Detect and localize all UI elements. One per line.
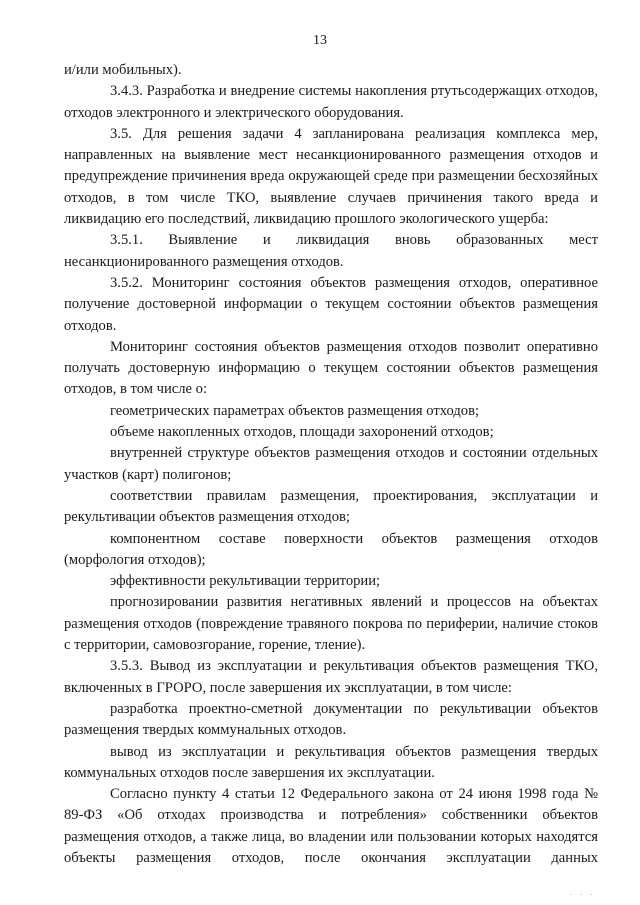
list-item: соответствии правилам размещения, проектирования, эксплуатации и рекультивации объектов размещения отходов;: [64, 487, 598, 526]
paragraph: Мониторинг состояния объектов размещения отходов позволит оперативно получать достоверную информацию о текущем состоянии объектов размещения отходов, в том числе о:: [64, 338, 598, 398]
list-item: внутренней структуре объектов размещения отходов и состоянии отдельных участков (карт) полигонов;: [64, 445, 598, 483]
scan-mark: · · ·: [570, 891, 596, 899]
paragraph: Согласно пункту 4 статьи 12 Федерального закона от 24 июня 1998 года № 89-ФЗ «Об отходах производства и потребления» собственники объектов размещения отходов, а также лица, во владении или пользовании которых находятся объекты размещения отходов, после окончания эксплуатации данных: [64, 786, 598, 866]
paragraph: 3.5. Для решения задачи 4 запланирована реализация комплекса мер, направленных на выявление мест несанкционированного размещения отходов и предупреждение причинения вреда окружающей среде при размещении бесхозяйных отходов, в том числе ТКО, выявление случаев причинения такого вреда и ликвидацию его последствий, ликвидацию прошлого экологического ущерба:: [64, 125, 598, 228]
paragraph: 3.5.1. Выявление и ликвидация вновь образованных мест несанкционированного размещения отходов.: [64, 232, 598, 270]
document-body: [64, 60, 598, 869]
list-item: вывод из эксплуатации и рекультивация объектов размещения твердых коммунальных отходов после завершения их эксплуатации.: [64, 743, 598, 781]
paragraph: 3.5.2. Мониторинг состояния объектов размещения отходов, оперативное получение достоверной информации о текущем состоянии объектов размещения отходов.: [64, 274, 598, 334]
list-item: прогнозировании развития негативных явлений и процессов на объектах размещения отходов (повреждение травяного покрова по периферии, наличие стоков с территории, самовозгорание, горение, тление).: [64, 594, 598, 654]
paragraph: и/или мобильных).: [64, 62, 182, 78]
paragraph: 3.4.3. Разработка и внедрение системы накопления ртутьсодержащих отходов, отходов электронного и электрического оборудования.: [64, 83, 598, 121]
list-item: геометрических параметрах объектов размещения отходов;: [110, 402, 480, 419]
list-item: компонентном составе поверхности объектов размещения отходов (морфология отходов);: [64, 530, 598, 568]
page-number: 13: [313, 33, 327, 48]
paragraph: 3.5.3. Вывод из эксплуатации и рекультивация объектов размещения ТКО, включенных в ГРОРО, после завершения их эксплуатации, в том числе:: [64, 658, 598, 696]
list-item: объеме накопленных отходов, площади захоронений отходов;: [110, 424, 494, 441]
list-item: разработка проектно-сметной документации по рекультивации объектов размещения твердых коммунальных отходов.: [64, 700, 598, 739]
list-item: эффективности рекультивации территории;: [110, 573, 381, 590]
